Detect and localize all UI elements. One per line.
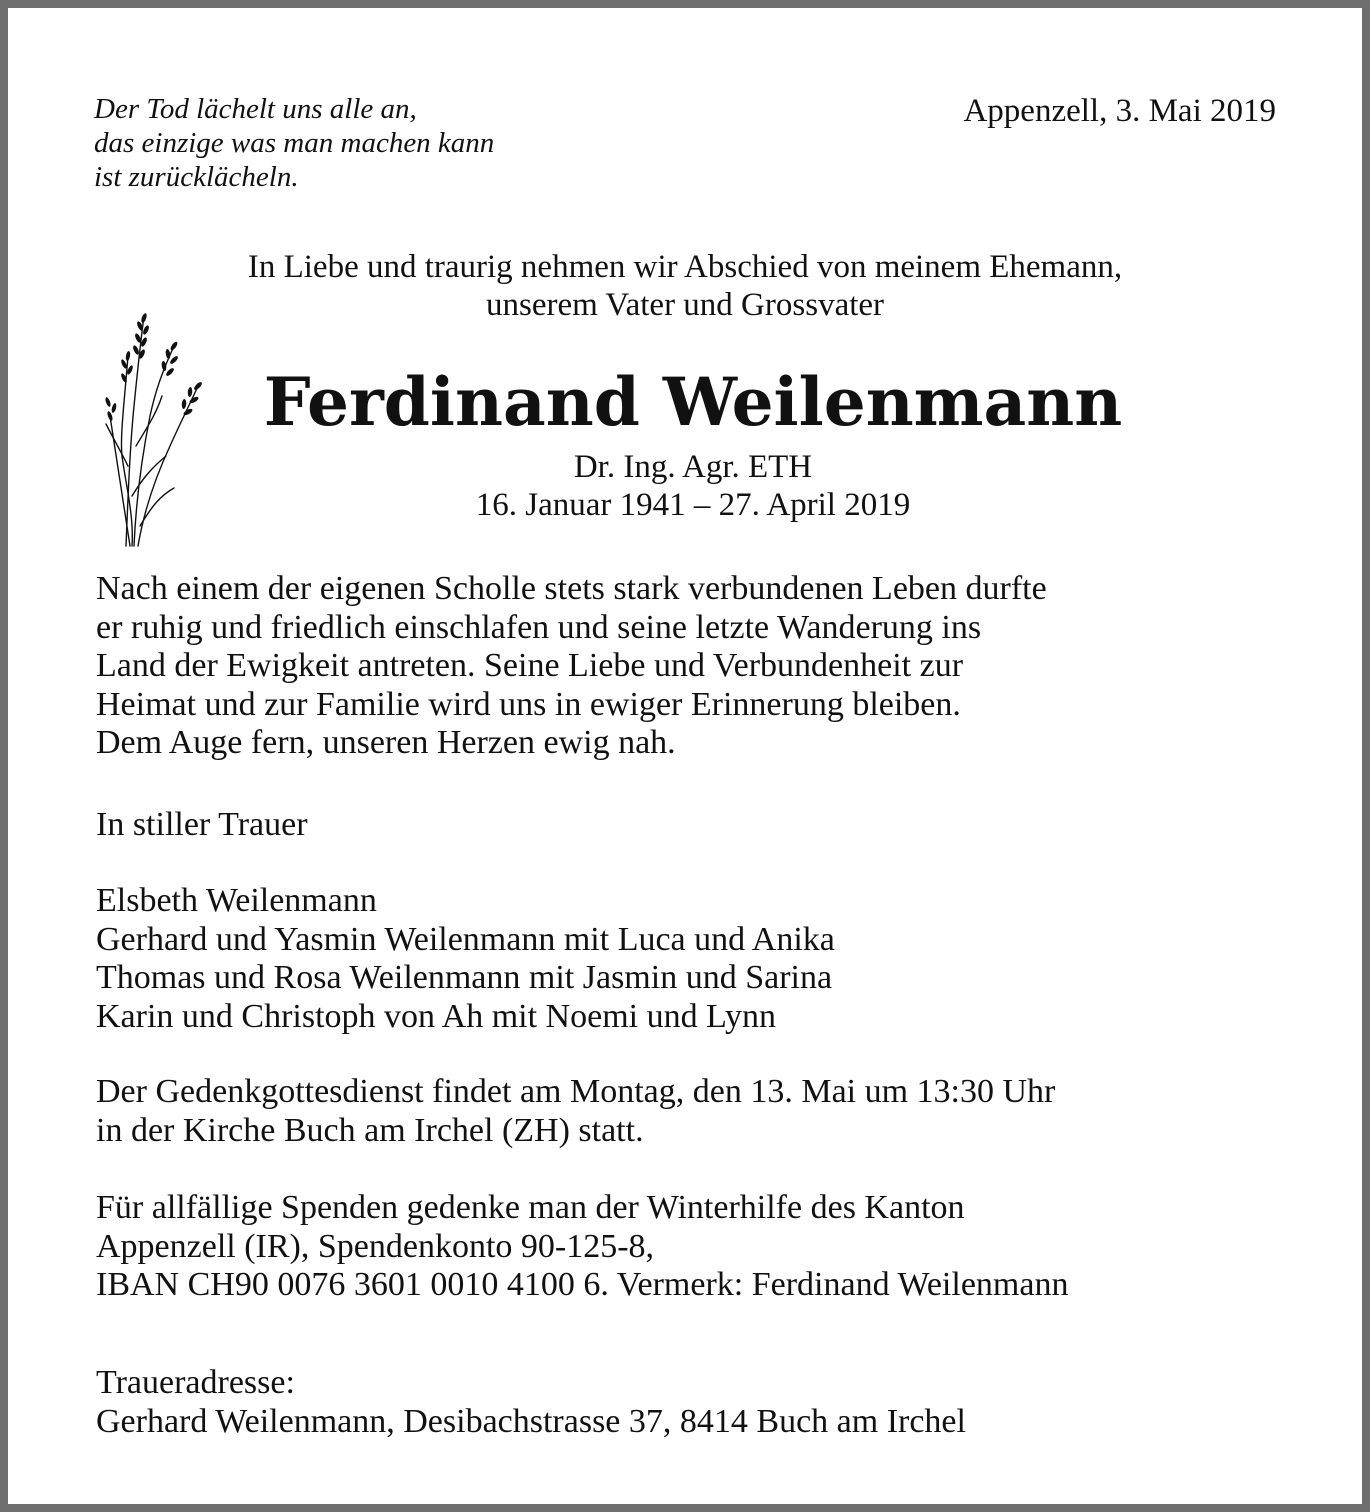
- family-member: Gerhard und Yasmin Weilenmann mit Luca und Anika: [96, 920, 835, 958]
- tribute-paragraph: [96, 570, 1047, 763]
- service-line: in der Kirche Buch am Irchel (ZH) statt.: [96, 1111, 644, 1149]
- motto-line: Der Tod lächelt uns alle an,: [94, 93, 417, 125]
- service-info: [96, 1073, 1055, 1150]
- motto-line: das einzige was man machen kann: [94, 127, 495, 159]
- intro-line: In Liebe und traurig nehmen wir Abschied von meinem Ehemann,: [247, 249, 1123, 285]
- life-dates: 16. Januar 1941 – 27. April 2019: [475, 487, 911, 523]
- donation-line: Appenzell (IR), Spendenkonto 90-125-8,: [96, 1227, 655, 1265]
- tribute-line: Dem Auge fern, unseren Herzen ewig nah.: [96, 724, 676, 761]
- intro-text: [8, 248, 1362, 324]
- donation-info: [96, 1189, 1068, 1305]
- motto-line: ist zurücklächeln.: [94, 161, 299, 193]
- tribute-line: Nach einem der eigenen Scholle stets stark verbundenen Leben durfte: [96, 570, 1047, 607]
- deceased-details: [8, 448, 1370, 524]
- mourning-text: In stiller Trauer: [96, 806, 308, 843]
- intro-line: unserem Vater und Grossvater: [485, 287, 885, 323]
- academic-title: Dr. Ing. Agr. ETH: [573, 449, 813, 485]
- donation-line: Für allfällige Spenden gedenke man der Winterhilfe des Kanton: [96, 1189, 965, 1226]
- mourning-line: [96, 806, 308, 845]
- tribute-line: Heimat und zur Familie wird uns in ewiger Erinnerung bleiben.: [96, 685, 961, 723]
- deceased-name: Ferdinand Weilenmann: [263, 363, 1123, 441]
- family-member: Thomas und Rosa Weilenmann mit Jasmin und Sarina: [96, 959, 833, 996]
- family-member: Elsbeth Weilenmann: [96, 882, 377, 919]
- tribute-line: Land der Ewigkeit antreten. Seine Liebe und Verbundenheit zur: [96, 647, 964, 684]
- address-line: Gerhard Weilenmann, Desibachstrasse 37, 8414 Buch am Irchel: [96, 1402, 966, 1440]
- place-date: Appenzell, 3. Mai 2019: [963, 93, 1276, 129]
- family-member: Karin und Christoph von Ah mit Noemi und Lynn: [96, 997, 776, 1035]
- motto-quote: [94, 92, 494, 194]
- address-label: Traueradresse:: [96, 1364, 295, 1401]
- tribute-line: er ruhig und friedlich einschlafen und seine letzte Wanderung ins: [96, 608, 982, 646]
- mourning-address: [96, 1364, 966, 1441]
- service-line: Der Gedenkgottesdienst findet am Montag, den 13. Mai um 13:30 Uhr: [96, 1073, 1056, 1110]
- obituary-page: [8, 8, 1362, 1504]
- family-list: [96, 882, 835, 1036]
- donation-line: IBAN CH90 0076 3601 0010 4100 6. Vermerk: Ferdinand Weilenmann: [96, 1266, 1069, 1303]
